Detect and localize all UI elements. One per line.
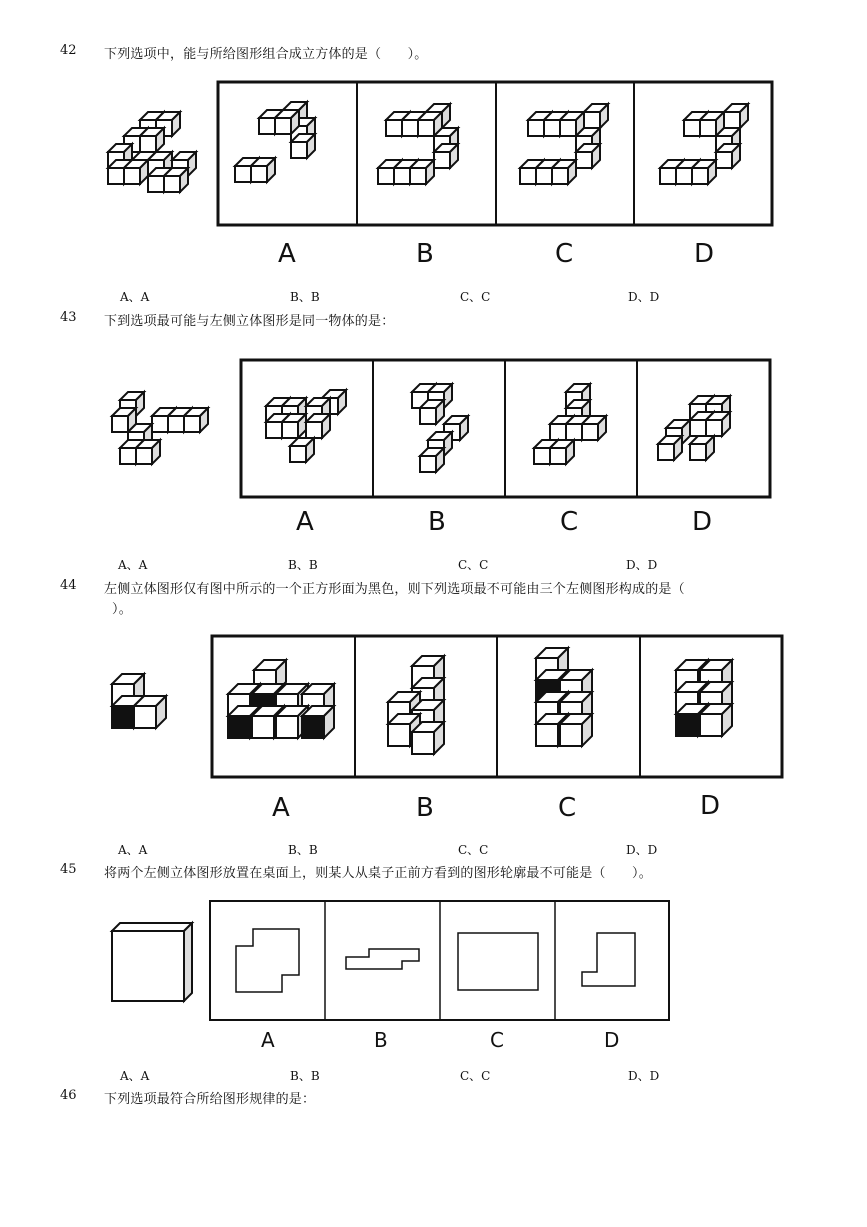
option-c[interactable]: C、C xyxy=(458,558,489,572)
q44-figure xyxy=(100,630,790,830)
q42-label-a: A xyxy=(278,239,296,269)
question-number: 44 xyxy=(60,578,77,593)
q44-option-b-shape xyxy=(388,656,444,754)
q45-option-b-outline xyxy=(346,949,419,969)
q43-label-c: C xyxy=(560,507,579,537)
question-number: 43 xyxy=(60,310,77,325)
q42-label-d: D xyxy=(694,239,715,269)
question-text: 下到选项最可能与左侧立体图形是同一物体的是： xyxy=(104,314,395,329)
option-b[interactable]: B、B xyxy=(290,290,320,304)
q42-figure xyxy=(100,78,780,273)
q43-option-c-shape xyxy=(534,384,606,464)
q45-option-a-outline xyxy=(236,929,299,992)
q42-given-shape xyxy=(108,112,196,192)
q45-option-d-outline xyxy=(582,933,635,986)
option-d[interactable]: D、D xyxy=(626,558,658,572)
q45-label-b: B xyxy=(374,1028,388,1052)
question-text: 将两个左侧立体图形放置在桌面上，则某人从桌子正前方看到的图形轮廓最不可能是（ ）。 xyxy=(104,866,652,881)
q43-option-d-shape xyxy=(658,396,730,460)
option-c[interactable]: C、C xyxy=(458,843,489,857)
option-b[interactable]: B、B xyxy=(290,1069,320,1083)
q45-label-a: A xyxy=(261,1028,275,1052)
question-number: 42 xyxy=(60,43,77,58)
q43-label-b: B xyxy=(428,507,446,537)
option-a[interactable]: A、A xyxy=(118,843,148,857)
question-number: 45 xyxy=(60,862,77,877)
q42-option-d-shape xyxy=(660,104,748,184)
q43-option-b-shape xyxy=(412,384,468,472)
option-d[interactable]: D、D xyxy=(628,1069,660,1083)
option-d[interactable]: D、D xyxy=(626,843,658,857)
q44-label-c: C xyxy=(558,793,577,823)
q45-given-shape xyxy=(112,923,192,1001)
option-c[interactable]: C、C xyxy=(460,1069,491,1083)
question-text: 下列选项中，能与所给图形组合成立方体的是（ ）。 xyxy=(104,47,428,62)
q42-option-b-shape xyxy=(378,104,458,184)
q43-given-shape xyxy=(112,392,208,464)
q45-label-c: C xyxy=(490,1028,504,1052)
option-c[interactable]: C、C xyxy=(460,290,491,304)
q42-option-a-shape xyxy=(235,102,315,182)
q43-option-a-shape xyxy=(266,390,346,462)
q44-option-c-shape xyxy=(536,648,592,746)
option-d[interactable]: D、D xyxy=(628,290,660,304)
option-a[interactable]: A、A xyxy=(118,558,148,572)
q45-figure xyxy=(100,895,680,1055)
q45-option-c-outline xyxy=(458,933,538,990)
q44-label-d: D xyxy=(700,791,721,821)
question-text: 左侧立体图形仅有图中所示的一个正方形面为黑色，则下列选项最不可能由三个左侧图形构成的是（ xyxy=(104,582,685,597)
option-b[interactable]: B、B xyxy=(288,843,318,857)
question-number: 46 xyxy=(60,1088,77,1103)
option-a[interactable]: A、A xyxy=(120,290,150,304)
question-text-continued: ）。 xyxy=(112,602,132,617)
option-a[interactable]: A、A xyxy=(120,1069,150,1083)
q42-label-b: B xyxy=(416,239,434,269)
question-text: 下列选项最符合所给图形规律的是： xyxy=(104,1092,316,1107)
q42-label-c: C xyxy=(555,239,574,269)
q44-label-b: B xyxy=(416,793,434,823)
q42-option-c-shape xyxy=(520,104,608,184)
q44-option-d-shape xyxy=(676,660,732,736)
q44-given-shape xyxy=(112,674,166,728)
q44-label-a: A xyxy=(272,793,290,823)
q43-label-a: A xyxy=(296,507,314,537)
q45-label-d: D xyxy=(604,1028,620,1052)
q44-option-a-shape xyxy=(228,660,334,738)
option-b[interactable]: B、B xyxy=(288,558,318,572)
q43-figure xyxy=(100,354,780,539)
q43-label-d: D xyxy=(692,507,713,537)
